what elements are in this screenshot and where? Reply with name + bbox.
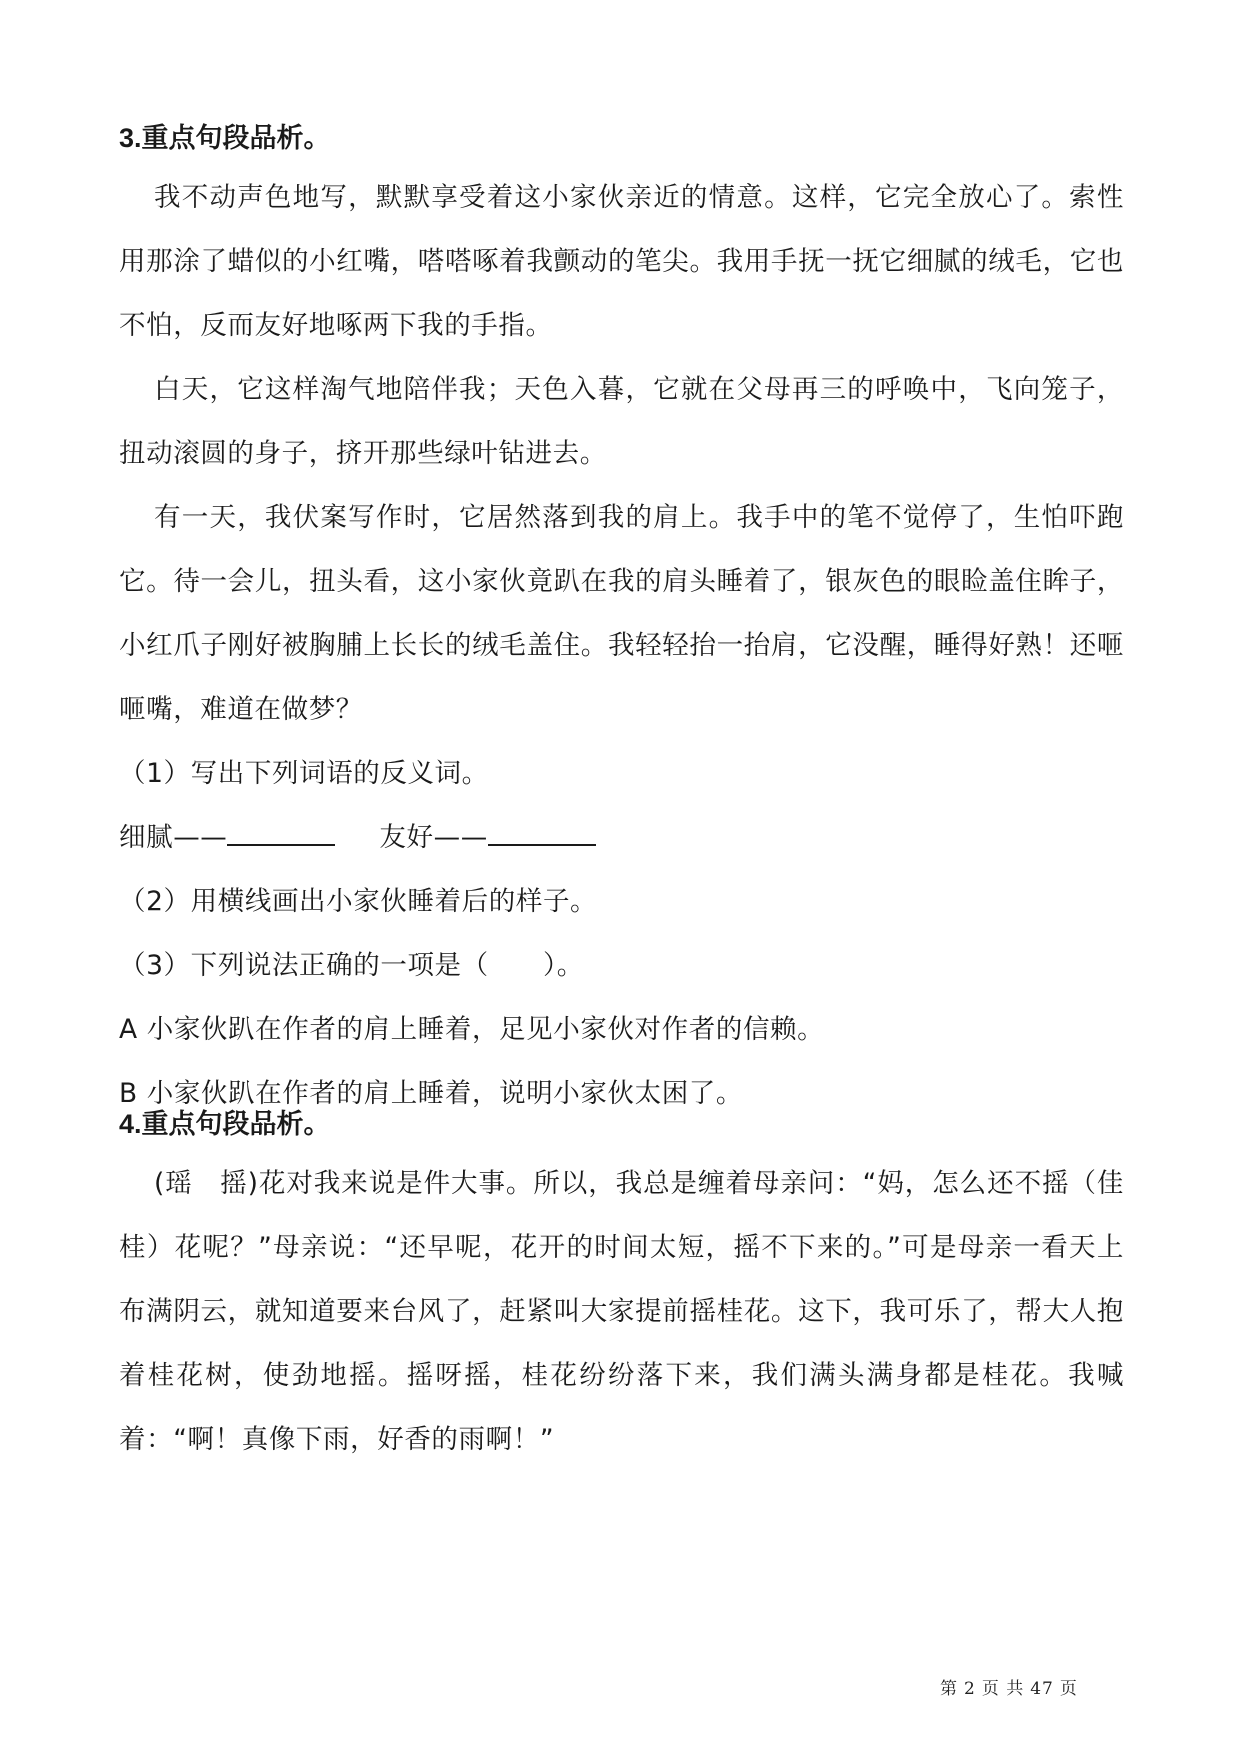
question-1: （1）写出下列词语的反义词。: [119, 758, 489, 789]
passage-paragraph-3: 有一天，我伏案写作时，它居然落到我的肩上。我手中的笔不觉停了，生怕吓跑它。待一会儿，扭头看，这小家伙竟趴在我的肩头睡着了，银灰色的眼睑盖住眸子，小红爪子刚好被胸脯上长长的绒毛盖住。我轻轻抬一抬肩，它没醒，睡得好熟！还咂咂嘴，难道在做梦？: [119, 502, 1124, 725]
antonym-word-1: 细腻——: [119, 822, 228, 853]
option-a: A 小家伙趴在作者的肩上睡着，足见小家伙对作者的信赖。: [119, 1014, 825, 1045]
section-4-heading: 4.重点句段品析。: [119, 1109, 331, 1139]
section-4: [119, 1104, 1152, 1472]
option-b: B 小家伙趴在作者的肩上睡着，说明小家伙太困了。: [119, 1078, 744, 1109]
question-2: （2）用横线画出小家伙睡着后的样子。: [119, 886, 598, 917]
antonym-row: [119, 806, 1124, 870]
antonym-word-2: 友好——: [379, 822, 488, 853]
passage-paragraph-4: (瑶 摇)花对我来说是件大事。所以，我总是缠着母亲问：“妈，怎么还不摇（佳 桂）花呢？”母亲说：“还早呢，花开的时间太短，摇不下来的。”可是母亲一看天上布满阴云，就知道要来台风了，赶紧叫大家提前摇桂花。这下，我可乐了，帮大人抱着桂花树，使劲地摇。摇呀摇，桂花纷纷落下来，我们满头满身都是桂花。我喊着：“啊！真像下雨，好香的雨啊！”: [119, 1168, 1152, 1455]
footer-page-number: 2: [964, 1679, 976, 1699]
passage-paragraph-1: 我不动声色地写，默默享受着这小家伙亲近的情意。这样，它完全放心了。索性用那涂了蜡似的小红嘴，嗒嗒啄着我颤动的笔尖。我用手抚一抚它细腻的绒毛，它也不怕，反而友好地啄两下我的手指。: [119, 182, 1124, 341]
answer-blank-2[interactable]: [488, 818, 596, 846]
footer-suffix: 页: [1059, 1679, 1078, 1699]
footer-total-pages: 47: [1030, 1679, 1054, 1699]
passage-paragraph-2: 白天，它这样淘气地陪伴我；天色入暮，它就在父母再三的呼唤中，飞向笼子，扭动滚圆的身子，挤开那些绿叶钻进去。: [119, 374, 1124, 469]
footer-mid: 页 共: [981, 1679, 1025, 1699]
answer-blank-1[interactable]: [227, 818, 335, 846]
section-3: [119, 118, 1124, 1126]
page-footer: [940, 1674, 1084, 1699]
footer-prefix: 第: [940, 1679, 958, 1699]
question-3: （3）下列说法正确的一项是（ ）。: [119, 950, 584, 981]
section-3-heading: 3.重点句段品析。: [119, 123, 331, 153]
